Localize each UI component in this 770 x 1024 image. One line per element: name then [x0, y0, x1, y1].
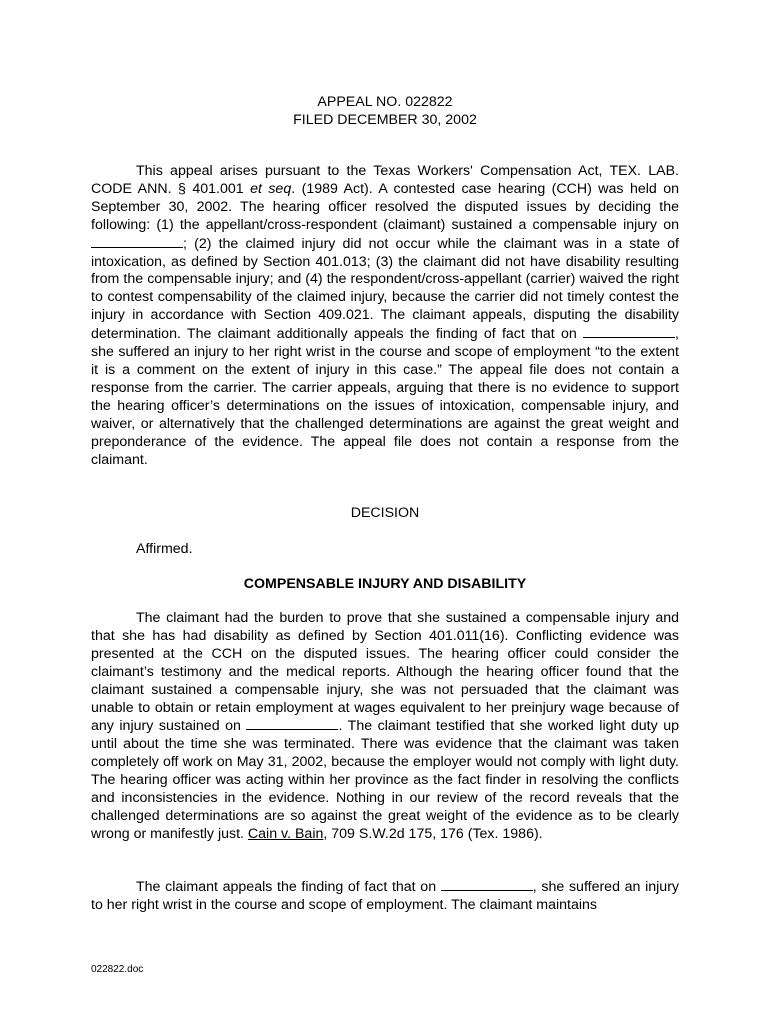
section1-text-1: The claimant had the burden to prove that she sustained a compensable injury and that she has had disability as defined by Section 401.011(16). Conflicting evidence was presented at the CCH on the disputed issues. The hearing officer could consider the claimant’s testimony and the medical reports. Although the hearing officer found that the claimant sustained a compensable injury, she was not persuaded that the claimant was unable to obtain or retain employment at wages equivalent to her preinjury wage because of any injury sustained on: [91, 610, 679, 735]
case-citation: Cain v. Bain: [247, 825, 324, 842]
decision-result: Affirmed.: [136, 541, 193, 557]
footer-filename: 022822.doc: [91, 964, 144, 975]
intro-text-1: This appeal arises pursuant to the Texas Workers' Compensation Act, TEX. LAB. CODE ANN. § 401.001: [91, 163, 679, 197]
wrist-injury-paragraph: [91, 878, 679, 915]
section1-text-2: . The claimant testified that she worked light duty up until about the time she was terminated. There was evidence that the claimant was taken completely off work on May 31, 2002, because the employer would not comply with light duty. The hearing officer was acting within her province as the fact finder in resolving the conflicts and inconsistencies in the evidence. Nothing in our review of the record reveals that the challenged determinations are so against the great weight of the evidence as to be clearly wrong or manifestly just.: [91, 718, 679, 842]
redacted-date-blank: [91, 235, 183, 248]
compensable-injury-paragraph: [91, 610, 679, 844]
section1-text-3: , 709 S.W.2d 175, 176 (Tex. 1986).: [323, 825, 543, 842]
section2-text-2: , she suffered an injury to her right wrist in the course and scope of employment. The claimant maintains: [91, 879, 680, 913]
section2-text-1: The claimant appeals the finding of fact that on: [136, 879, 441, 895]
section-heading-compensable-injury: COMPENSABLE INJURY AND DISABILITY: [243, 576, 527, 592]
appeal-number: APPEAL NO. 022822: [317, 94, 453, 110]
intro-text-italic: et seq: [250, 180, 292, 197]
decision-heading: DECISION: [350, 505, 420, 521]
intro-text-3: ; (2) the claimed injury did not occur while the claimant was in a state of intoxication, as defined by Section 401.013; (3) the claimant did not have disability resulting from the compensable injury; and (4) the respondent/cross-appellant (carrier) waived the right to contest compensability of the claimed injury, because the carrier did not timely contest the injury in accordance with Section 409.021. The claimant appeals, disputing the disability determination. The claimant additionally appeals the finding of fact that on: [91, 235, 679, 343]
intro-paragraph: [91, 163, 679, 469]
intro-text-2: . (1989 Act). A contested case hearing (CCH) was held on September 30, 2002. The hearing officer resolved the disputed issues by deciding the following: (1) the appellant/cross-respondent (claimant) sustained a compensable injury on: [91, 180, 680, 233]
redacted-date-blank: [583, 325, 675, 338]
redacted-date-blank: [441, 878, 533, 891]
filed-date: FILED DECEMBER 30, 2002: [293, 112, 477, 128]
intro-text-4: , she suffered an injury to her right wrist in the course and scope of employment “to the extent it is a comment on the extent of injury in this case.” The appeal file does not contain a response from the carrier. The carrier appeals, arguing that there is no evidence to support the hearing officer’s determinations on the issues of intoxication, compensable injury, and waiver, or alternatively that the challenged determinations are against the great weight and preponderance of the evidence. The appeal file does not contain a response from the claimant.: [91, 326, 679, 468]
redacted-date-blank: [246, 717, 338, 730]
document-header: [0, 93, 770, 129]
